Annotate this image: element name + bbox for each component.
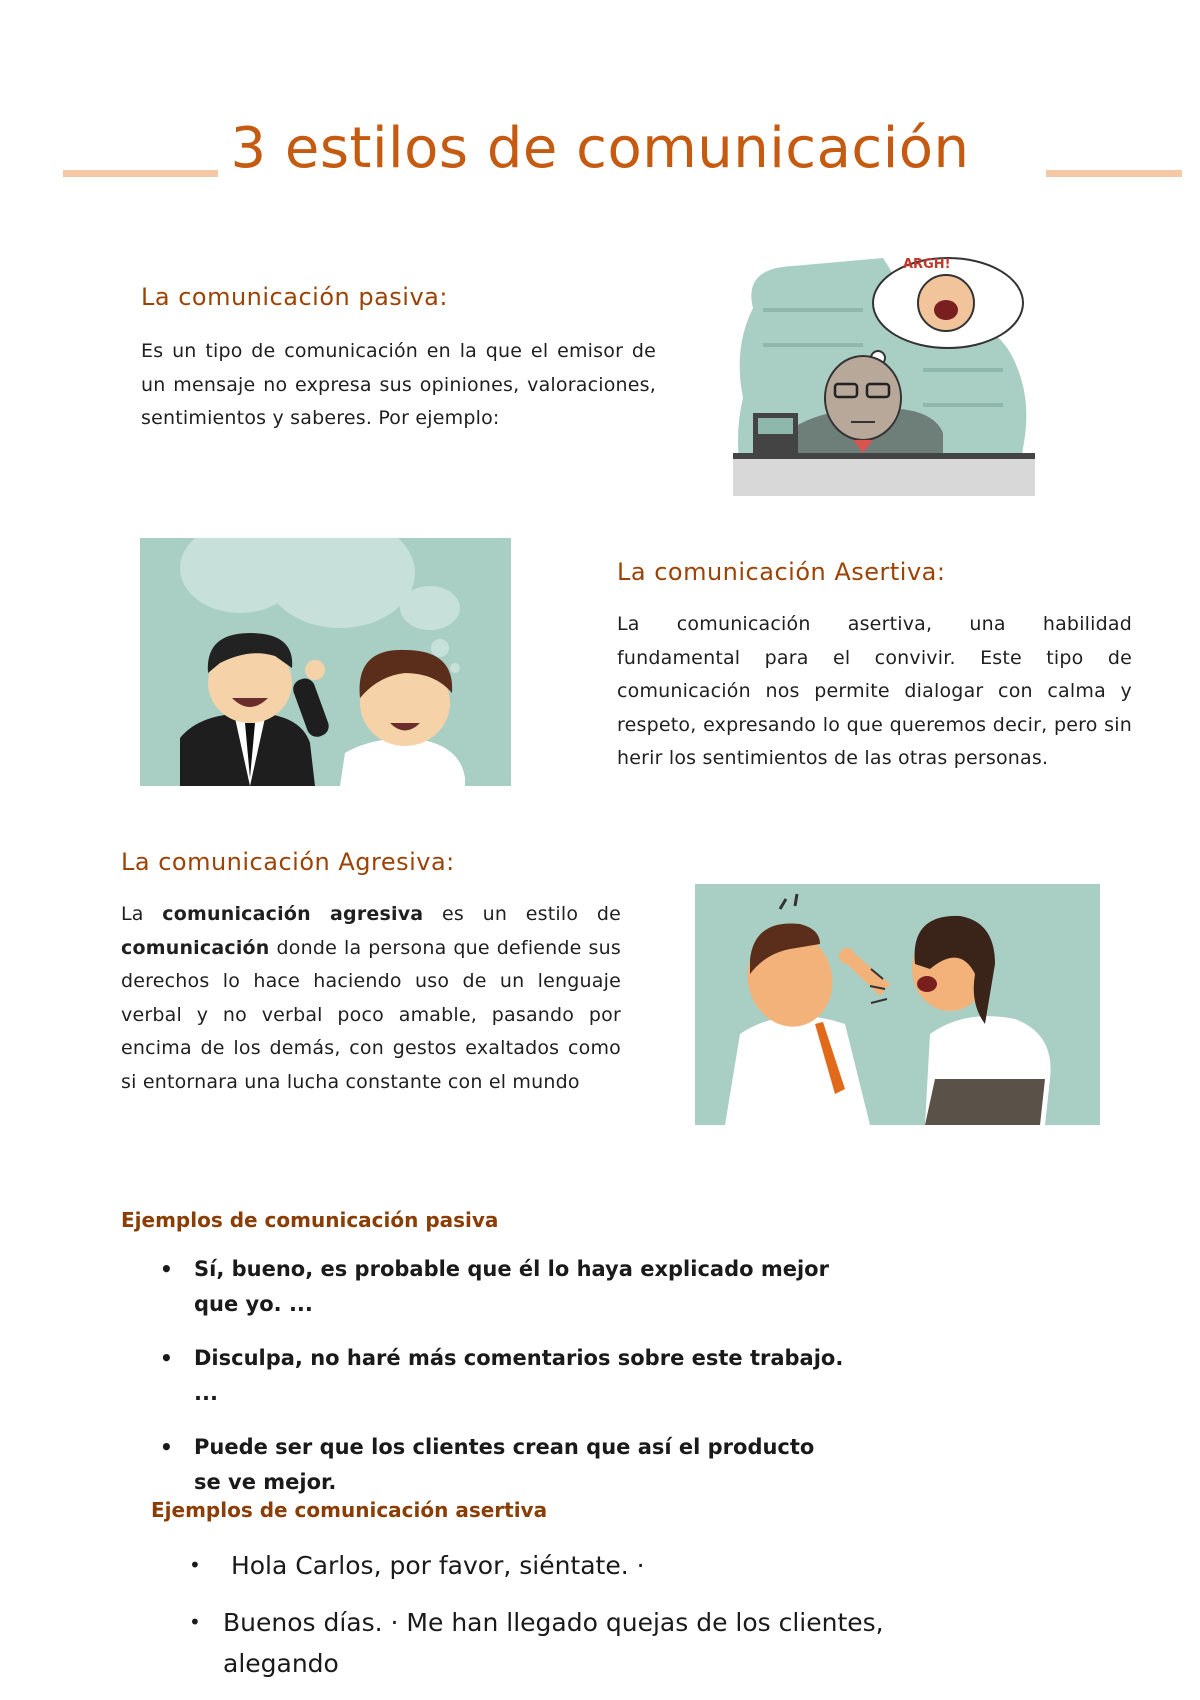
frustrated-clerk-illustration — [733, 248, 1035, 496]
examples-assertive-heading: Ejemplos de comunicación asertiva — [151, 1498, 548, 1522]
woman-shouting-at-man-illustration — [695, 884, 1100, 1125]
page-title: 3 estilos de comunicación — [230, 116, 970, 181]
svg-text:ARGH!: ARGH! — [903, 257, 951, 272]
aggressive-heading: La comunicación Agresiva: — [121, 848, 455, 876]
list-item: • Hola Carlos, por favor, siéntate. · — [183, 1545, 943, 1586]
passive-heading: La comunicación pasiva: — [141, 283, 448, 311]
list-item: • Sí, bueno, es probable que él lo haya explicado mejor que yo. ... — [154, 1252, 844, 1322]
examples-passive-heading: Ejemplos de comunicación pasiva — [121, 1208, 499, 1232]
title-rule-right — [1046, 170, 1182, 177]
passive-text: Es un tipo de comunicación en la que el emisor de un mensaje no expresa sus opiniones, valoraciones, sentimientos y saberes. Por ejemplo: — [141, 340, 656, 429]
aggressive-text: La comunicación agresiva es un estilo de comunicación donde la persona que defiende sus derechos lo hace haciendo uso de un lenguaje verbal y no verbal poco amable, pasando por encima de los demás, con gestos exaltados como si entornara una lucha constante con el mundo — [121, 903, 621, 1093]
assertive-heading: La comunicación Asertiva: — [617, 558, 946, 586]
two-businessmen-talking-illustration — [140, 538, 511, 786]
list-item: • Puede ser que los clientes crean que así el producto se ve mejor. — [154, 1430, 844, 1500]
examples-passive-list — [154, 1252, 844, 1519]
list-item: • Buenos días. · Me han llegado quejas de los clientes, alegando — [183, 1602, 943, 1684]
assertive-text: La comunicación asertiva, una habilidad fundamental para el convivir. Este tipo de comunicación nos permite dialogar con calma y respeto, expresando lo que queremos decir, pero sin herir los sentimientos de las otras personas. — [617, 613, 1132, 769]
list-item: • Disculpa, no haré más comentarios sobre este trabajo. ... — [154, 1341, 844, 1411]
examples-assertive-list — [183, 1545, 943, 1700]
